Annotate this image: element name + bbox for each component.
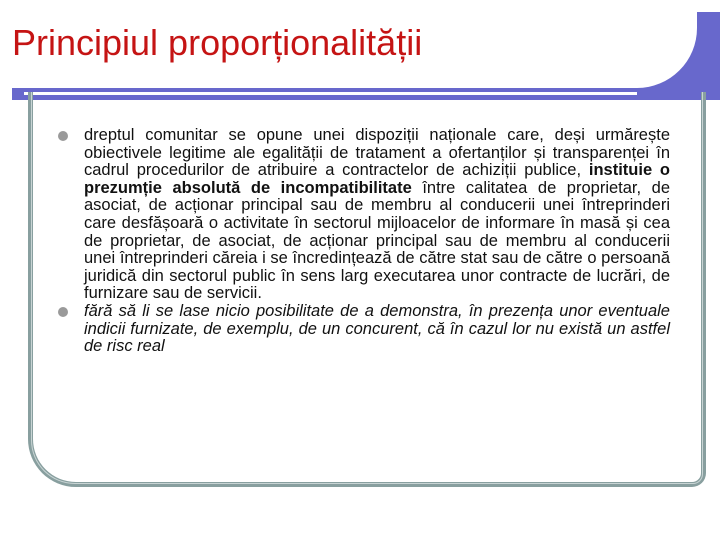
bullet-list	[58, 127, 670, 356]
bullet-item-2	[58, 303, 670, 356]
bullet-2-text: fără să li se lase nicio posibilitate de a demonstra, în prezența unor eventuale indicii furnizate, de exemplu, de un concurent, că în cazul lor nu există un astfel de risc real	[84, 301, 670, 356]
bullet-1-text-continued: între calitatea de proprietar, de asociat, de acționar principal sau de membru al conducerii unei întreprinderi care desfășoară o activitate în sectorul mijloacelor de informare în masă și cea de proprietar, de asociat, de acționar principal sau de membru al conducerii unei întreprinderi căreia i se încredințează de către stat sau de către o persoană juridică din sectorul public în sens larg executarea unor contracte de lucrări, de furnizare sau de servicii.	[84, 178, 670, 303]
bullet-item-1	[58, 127, 670, 303]
slide-title: Principiul proporționalității	[12, 22, 423, 63]
bullet-1-bold-text: instituie o prezumție absolută de incompatibilitate	[84, 161, 670, 197]
bullet-1-text: dreptul comunitar se opune unei dispoziții naționale care, deși urmărește obiectivele legitime ale egalității de tratament a ofertanților și transparenței în cadrul procedurilor de atribuire a contractelor de achiziții publice,	[84, 126, 670, 180]
bullet-dot-icon	[58, 131, 68, 141]
bullet-dot-icon	[58, 307, 68, 317]
